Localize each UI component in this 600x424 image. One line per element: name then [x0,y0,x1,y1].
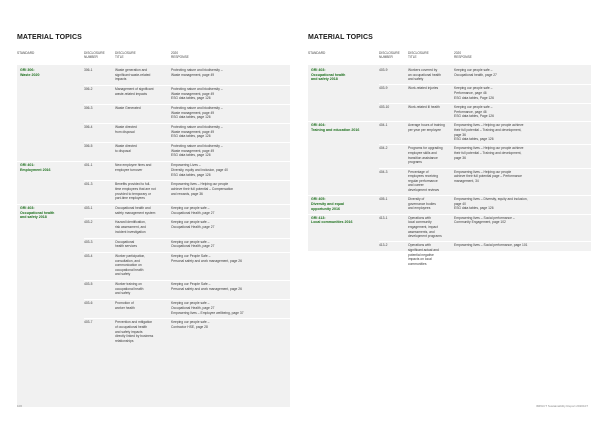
disclosure-title: Average hours of training per year per employee [408,123,445,132]
disclosure-title: Benefits provided to full- time employees that are not provided to temporary or part-time employees [115,182,156,201]
disclosure-title: Work-related injuries [408,86,439,91]
group-divider [17,204,290,205]
response-text: Keeping our people safe – Performance, page 46 ESG data tables, Page 126 [454,86,494,100]
disclosure-number: 306-2 [84,87,93,92]
disclosure-number: 403-4 [84,253,93,258]
row-divider [379,103,591,104]
row-divider [84,318,290,319]
disclosure-title: Waste Generated [115,106,141,111]
disclosure-number: 403-3 [84,239,93,244]
disclosure-title: Operations with local community engagement, impact assessments, and development programs [408,215,442,239]
page-number: 106 [17,404,23,408]
disclosure-title: Work-related ill health [408,104,440,109]
response-text: Protecting nature and biodiversity – Waste management, page 49 ESG data tables, page 126 [171,87,223,101]
response-text: Keeping our people safe – Occupational Health, page 27 [171,206,215,215]
disclosure-number: 403-6 [84,301,93,306]
disclosure-number: 404-1 [379,123,388,128]
response-text: Empowering lives – Diversity, equity and inclusion, page 40 ESG data tables, page 126 [454,197,528,211]
row-divider [84,85,290,86]
material-topics-table [308,65,591,266]
disclosure-number: 404-3 [379,169,388,174]
row-divider [379,168,591,169]
standard-label: GRI 413: Local communities 2016 [311,215,353,225]
header-response: 2020 RESPONSE [454,51,472,60]
disclosure-number: 306-4 [84,125,93,130]
disclosure-title: Diversity of governance bodies and employees [408,197,436,211]
disclosure-title: Occupational health services [115,239,137,249]
response-text: Keeping our people safe – Occupational health, page 27 [454,68,497,77]
row-divider [84,252,290,253]
disclosure-title: Worker training on occupational health and safety [115,282,144,296]
header-response: 2020 RESPONSE [171,51,189,60]
response-text: Empowering lives – Social performance, page 101 [454,243,528,248]
disclosure-number: 403-9 [379,68,388,72]
disclosure-number: 413-1 [379,215,388,220]
table-header [308,51,591,64]
disclosure-title: Workers covered by an occupational health and safety [408,68,441,82]
disclosure-number: 403-2 [84,220,93,225]
page-title: MATERIAL TOPICS [17,34,82,41]
response-text: Keeping our people safe – Occupational Health, page 27 [171,220,215,230]
header-disclosure-title: DISCLOSURE TITLE [115,51,136,60]
disclosure-title: Prevention and mitigation of occupational health and safety impacts directly linked by business relationships [115,320,154,343]
disclosure-title: Waste directed from disposal [115,125,137,134]
response-text: Protecting nature and biodiversity – Waste management, page 49 ESG data tables, page 126 [171,125,223,139]
row-divider [379,144,591,145]
disclosure-number: 403-10 [379,104,390,109]
row-divider [84,299,290,300]
response-text: Keeping our people safe – Occupational Health, page 27 Empowering lives – Employee wellbeing, page 37 [171,301,244,315]
row-divider [84,280,290,281]
standard-label: GRI 403: Occupational health and safety 2018 [311,68,346,82]
row-divider [84,123,290,124]
response-text: Empowering lives – Helping our people achieve their full potential – Training and development, page 36 [454,146,524,160]
header-disclosure-number: DISCLOSURE NUMBER [379,51,400,60]
response-text: Empowering Lives – Diversity, equity and inclusion, page 40 ESG data tables, page 126 [171,163,228,177]
standard-label: GRI 401: Employment 2016 [20,163,51,172]
disclosure-title: Hazard identification, risk assessment, and incident investigation [115,220,146,234]
header-disclosure-number: DISCLOSURE NUMBER [84,51,105,60]
disclosure-title: Operations with significant actual and potential negative impacts on local communities [408,243,439,266]
disclosure-number: 306-3 [84,106,93,111]
disclosure-number: 401-1 [84,163,93,168]
response-text: Protecting nature and biodiversity – Waste management, page 49 ESG data tables, page 126 [171,144,223,158]
header-standard: STANDARD [308,51,326,55]
disclosure-number: 413-2 [379,243,388,248]
standard-label: GRI 405: Diversity and equal opportunity 2016 [311,197,344,211]
disclosure-title: Waste directed to disposal [115,144,137,153]
row-divider [379,84,591,85]
right-page [300,0,600,424]
response-text: Empowering lives – Helping our people achieve their full potential – Training and development, page 36 ESG data tables, page 126 [454,123,524,142]
group-divider [308,214,591,215]
row-divider [84,142,290,143]
response-text: Keeping our people safe – Contractor HSE, page 28 [171,320,210,329]
disclosure-title: Management of significant waste-related impacts [115,87,154,96]
disclosure-number: 403-1 [84,206,93,211]
disclosure-number: 403-9 [379,86,388,91]
disclosure-number: 404-2 [379,146,388,151]
row-divider [84,218,290,219]
response-text: Keeping our people safe – Occupational Health, page 27 [171,239,215,249]
disclosure-number: 306-1 [84,68,93,72]
disclosure-title: Occupational health and safety management system [115,206,156,215]
page-title: MATERIAL TOPICS [308,34,373,41]
disclosure-number: 403-7 [84,320,93,325]
disclosure-number: 306-5 [84,144,93,149]
report-title: IMPACT Sustainability Report 2020 [536,404,583,408]
group-divider [308,195,591,196]
table-header [17,51,290,64]
group-divider [308,121,591,122]
standard-label: GRI 306: Waste 2020 [20,68,40,77]
response-text: Empowering lives – Helping our people achieve their full potential page – Performance management, 34 [454,169,522,183]
response-text: Empowering lives – Social performance – Community Engagement, page 102 [454,215,515,225]
response-text: Keeping our people safe – Performance, page 46 ESG data tables, Page 126 [454,104,494,119]
row-divider [84,238,290,239]
disclosure-title: New employee hires and employee turnover [115,163,152,172]
response-text: Keeping our People Safe – Personal safety and work management, page 26 [171,282,242,291]
header-standard: STANDARD [17,51,35,55]
response-text: Empowering lives – Helping our people achieve their full potential – Compensation and rewards, page 36 [171,182,234,196]
disclosure-title: Promotion of worker health [115,301,135,310]
standard-label: GRI 404: Training and education 2016 [311,123,360,133]
row-divider [84,104,290,105]
material-topics-table [17,65,290,407]
disclosure-number: 405-1 [379,197,388,202]
row-divider [84,180,290,181]
disclosure-title: Waste generation and significant waste-related impacts [115,68,151,82]
disclosure-title: Programs for upgrading employee skills and transition assistance programs [408,146,443,165]
disclosure-number: 403-5 [84,282,93,287]
row-divider [379,241,591,242]
disclosure-title: Worker participation, consultation, and communication on occupational health and safety [115,253,146,277]
group-divider [17,161,290,162]
disclosure-number: 401-3 [84,182,93,187]
disclosure-title: Percentage of employees receiving regular performance and career development reviews [408,169,439,192]
header-disclosure-title: DISCLOSURE TITLE [408,51,429,60]
response-text: Keeping our People Safe – Personal safety and work management, page 26 [171,253,242,263]
response-text: Protecting nature and biodiversity – Waste management, page 49 ESG data tables, page 126 [171,106,223,120]
standard-label: GRI 403: Occupational health and safety 2018 [20,206,55,220]
response-text: Protecting nature and biodiversity – Waste management, page 49 [171,68,223,77]
page-number: 107 [583,404,589,408]
